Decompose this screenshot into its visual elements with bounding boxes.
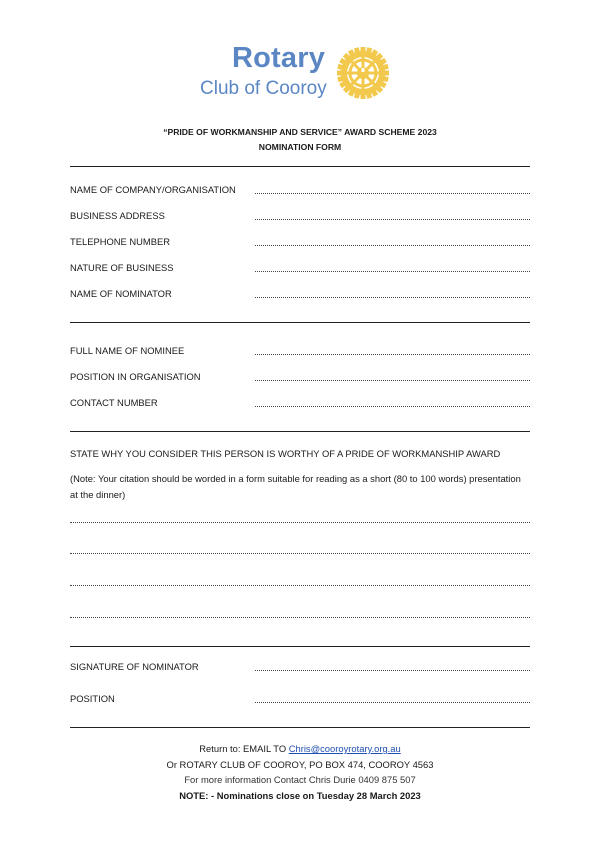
field-line[interactable] [255,702,530,703]
field-label: BUSINESS ADDRESS [70,210,165,221]
nature-of-business-field[interactable] [70,262,530,276]
citation-line[interactable] [70,553,530,554]
field-label: FULL NAME OF NOMINEE [70,345,185,356]
field-line[interactable] [255,219,530,220]
field-label: CONTACT NUMBER [70,397,158,408]
field-line[interactable] [255,271,530,272]
field-line[interactable] [255,193,530,194]
divider [70,431,530,432]
citation-question: STATE WHY YOU CONSIDER THIS PERSON IS WORTHY OF A PRIDE OF WORKMANSHIP AWARD [70,448,501,459]
postal-address: Or ROTARY CLUB OF COOROY, PO BOX 474, COOROY 4563 [166,759,434,770]
field-line[interactable] [255,670,530,671]
logo-title: Rotary [232,42,326,74]
citation-line[interactable] [70,585,530,586]
citation-line[interactable] [70,617,530,618]
contact-number-field[interactable] [70,397,530,411]
field-label: NATURE OF BUSINESS [70,262,174,273]
field-line[interactable] [255,406,530,407]
divider [70,166,530,167]
field-label: SIGNATURE OF NOMINATOR [70,661,199,672]
field-label: NAME OF NOMINATOR [70,288,172,299]
divider [70,646,530,647]
field-label: NAME OF COMPANY/ORGANISATION [70,184,236,195]
rotary-logo [196,42,396,104]
field-line[interactable] [255,380,530,381]
field-line[interactable] [255,354,530,355]
field-label: TELEPHONE NUMBER [70,236,171,247]
position-in-organisation-field[interactable] [70,371,530,385]
email-link[interactable]: Chris@cooroyrotary.org.au [288,743,401,754]
telephone-number-field[interactable] [70,236,530,250]
nominee-name-field[interactable] [70,345,530,359]
business-address-field[interactable] [70,210,530,224]
logo-subtitle: Club of Cooroy [200,78,327,99]
nominator-name-field[interactable] [70,288,530,302]
field-label: POSITION IN ORGANISATION [70,371,201,382]
nominator-signature-field[interactable] [70,661,530,675]
return-instructions [0,743,600,754]
nominator-position-field[interactable] [70,693,530,707]
divider [70,322,530,323]
field-label: POSITION [70,693,115,704]
citation-line[interactable] [70,522,530,523]
return-prefix: Return to: EMAIL TO [199,743,289,754]
divider [70,727,530,728]
company-name-field[interactable] [70,184,530,198]
form-subheading: NOMINATION FORM [258,142,342,152]
form-heading: “PRIDE OF WORKMANSHIP AND SERVICE” AWARD SCHEME 2023 [163,127,437,137]
rotary-wheel-icon [334,44,392,102]
field-line[interactable] [255,297,530,298]
closing-note: NOTE: - Nominations close on Tuesday 28 March 2023 [179,790,421,801]
field-line[interactable] [255,245,530,246]
contact-info: For more information Contact Chris Durie 0409 875 507 [184,774,416,785]
citation-note: (Note: Your citation should be worded in a form suitable for reading as a short (80 to 100 words) presentation at the dinner) [70,473,521,500]
